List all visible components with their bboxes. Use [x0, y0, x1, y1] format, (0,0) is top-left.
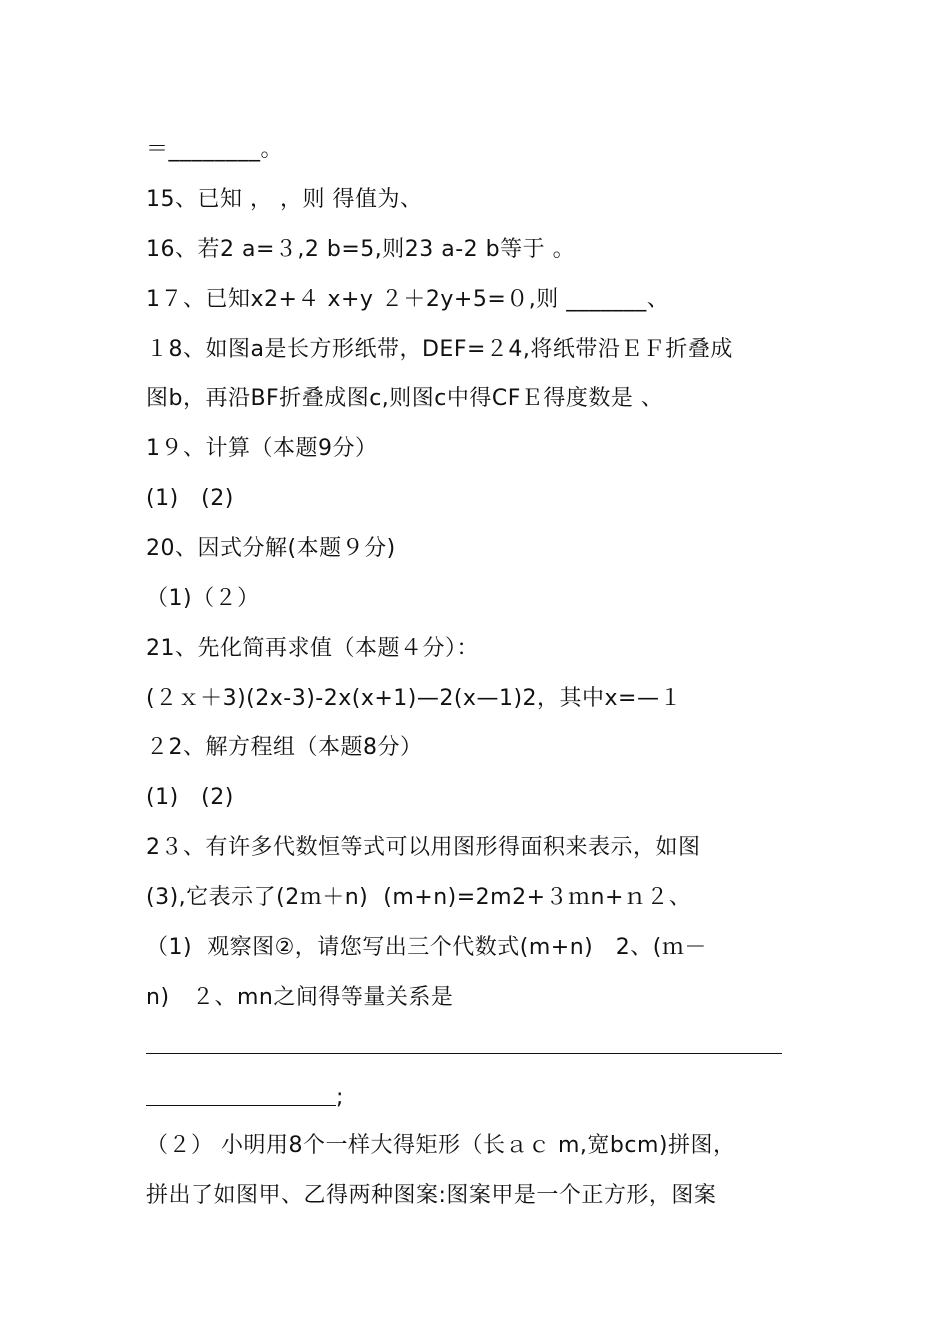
text-line-semicolon: ; [336, 1085, 344, 1110]
answer-blank-line-2 [146, 1105, 336, 1106]
text-line-q23-formula: (3),它表示了(2ｍ＋n) (m+n)=2m2+３ｍn+ｎ２、 [146, 885, 692, 910]
text-line-q20-parts: （1)（２） [146, 586, 260, 611]
text-line-q19-parts: (1) (2) [146, 486, 234, 511]
text-line-q21-expression: (２ｘ＋3)(2x-3)-2x(x+1)—2(x—1)2，其中x=—１ [146, 686, 682, 711]
text-line-q23-part2-b: 拼出了如图甲、乙得两种图案:图案甲是一个正方形，图案 [146, 1183, 717, 1208]
text-line-q19-title: 1９、计算（本题9分） [146, 436, 378, 461]
text-line-q22-title: ２2、解方程组（本题8分） [146, 735, 423, 760]
text-line-q20-title: 20、因式分解(本题９分) [146, 536, 396, 561]
text-line-q23-intro: 2３、有许多代数恒等式可以用图形得面积来表示，如图 [146, 835, 701, 860]
answer-blank-line-1 [146, 1053, 782, 1054]
text-line-q18-part1: １8、如图a是长方形纸带，DEF=２4,将纸带沿ＥＦ折叠成 [146, 337, 733, 362]
text-line-q15: 15、已知 ， ，则 得值为、 [146, 187, 423, 212]
text-line-q16: 16、若2 a=３,2 b=5,则23 a-2 b等于 。 [146, 237, 576, 262]
text-line-q23-part2-a: （２） 小明用8个一样大得矩形（长ａｃ m,宽bcm)拼图， [146, 1133, 736, 1158]
text-line-q22-parts: (1) (2) [146, 785, 234, 810]
text-line-q23-part1-a: （1) 观察图②，请您写出三个代数式(m+n) 2、(ｍ－ [146, 935, 707, 960]
text-line-q18-part2: 图b，再沿BF折叠成图c,则图c中得CFＥ得度数是 、 [146, 386, 664, 411]
text-line-q14-answer: ＝________。 [146, 137, 284, 162]
text-line-q17: 1７、已知x2+４ x+y ２＋2y+5=０,则 _______、 [146, 287, 670, 312]
text-line-q23-part1-b: n) ２、mn之间得等量关系是 [146, 985, 454, 1010]
text-line-q21-title: 21、先化简再求值（本题４分）： [146, 636, 479, 661]
